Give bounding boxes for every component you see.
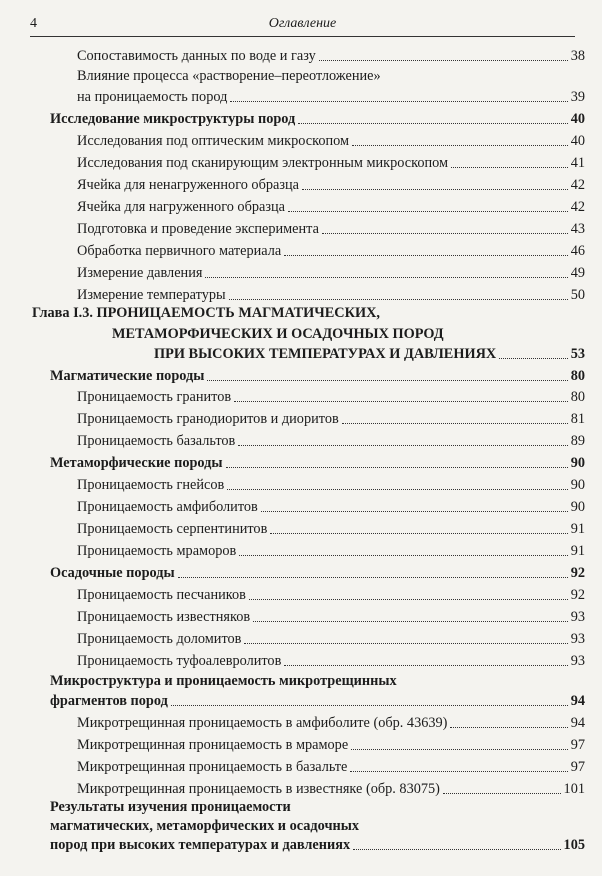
toc-entry-page: 94 — [570, 715, 585, 731]
leader-dots — [284, 255, 567, 256]
toc-entry-page: 93 — [570, 631, 585, 647]
leader-dots — [261, 511, 568, 512]
toc-entry-title: Ячейка для нагруженного образца — [77, 199, 285, 215]
toc-entry-title: Проницаемость гнейсов — [77, 477, 225, 493]
leader-dots — [298, 123, 567, 124]
toc-entry-page: 39 — [570, 89, 585, 105]
toc-entry — [77, 284, 585, 304]
toc-entry-page: 38 — [570, 48, 585, 64]
toc-entry-title: фрагментов пород — [50, 693, 168, 709]
toc-entry — [77, 712, 585, 732]
toc-entry — [77, 152, 585, 172]
leader-dots — [249, 599, 568, 600]
toc-entry-title: Микротрещинная проницаемость в мраморе — [77, 737, 349, 753]
toc-entry-title: Проницаемость серпентинитов — [77, 521, 268, 537]
toc-entry-title: Метаморфические породы — [50, 455, 223, 471]
toc-section-title-line: Микроструктура и проницаемость микротрещинных — [50, 673, 397, 689]
toc-entry-title: Проницаемость песчаников — [77, 587, 246, 603]
toc-entry-title: Обработка первичного материала — [77, 243, 282, 259]
toc-entry-title: Ячейка для ненагруженного образца — [77, 177, 299, 193]
leader-dots — [353, 849, 560, 850]
toc-entry-page: 90 — [570, 499, 585, 515]
leader-dots — [450, 727, 567, 728]
toc-entry-title: Проницаемость амфиболитов — [77, 499, 258, 515]
leader-dots — [342, 423, 568, 424]
toc-entry-title: Микротрещинная проницаемость в базальте — [77, 759, 348, 775]
toc-entry — [77, 496, 585, 516]
toc-entry — [77, 584, 585, 604]
toc-entry-page: 94 — [570, 693, 585, 709]
toc-section-title-line: магматических, метаморфических и осадочных — [50, 818, 360, 834]
leader-dots — [288, 211, 568, 212]
leader-dots — [351, 749, 568, 750]
leader-dots — [443, 793, 561, 794]
toc-entry-page: 90 — [570, 477, 585, 493]
leader-dots — [499, 358, 567, 359]
toc-entry-page: 80 — [570, 368, 585, 384]
toc-entry — [77, 130, 585, 150]
toc-entry — [77, 734, 585, 754]
leader-dots — [322, 233, 568, 234]
toc-entry-page: 81 — [570, 411, 585, 427]
toc-entry-title: Микротрещинная проницаемость в известняке (обр. 83075) — [77, 781, 440, 797]
toc-section — [50, 834, 585, 854]
toc-entry-title: Сопоставимость данных по воде и газу — [77, 48, 316, 64]
toc-entry — [77, 518, 585, 538]
toc-entry — [77, 540, 585, 560]
leader-dots — [178, 577, 568, 578]
toc-section — [50, 690, 585, 710]
page-header — [30, 10, 575, 37]
toc-entry — [77, 240, 585, 260]
leader-dots — [234, 401, 568, 402]
leader-dots — [253, 621, 568, 622]
toc-entry-title: Проницаемость туфоалевролитов — [77, 653, 282, 669]
leader-dots — [284, 665, 567, 666]
toc-entry — [77, 45, 585, 65]
toc-entry-page: 42 — [570, 177, 585, 193]
toc-entry-title: ПРИ ВЫСОКИХ ТЕМПЕРАТУРАХ И ДАВЛЕНИЯХ — [154, 346, 497, 362]
toc-entry-page: 50 — [570, 287, 585, 303]
leader-dots — [244, 643, 567, 644]
toc-entry-page: 93 — [570, 653, 585, 669]
toc-entry-title: Измерение давления — [77, 265, 203, 281]
toc-section — [50, 365, 585, 385]
toc-entry-title: Проницаемость гранитов — [77, 389, 232, 405]
toc-entry-page: 46 — [570, 243, 585, 259]
leader-dots — [227, 489, 567, 490]
leader-dots — [226, 467, 568, 468]
toc-entry-page: 40 — [570, 133, 585, 149]
toc-entry-page: 91 — [570, 521, 585, 537]
toc-entry-title: Исследования под оптическим микроскопом — [77, 133, 350, 149]
toc-entry-page: 97 — [570, 737, 585, 753]
chapter-title-line: Глава I.3. ПРОНИЦАЕМОСТЬ МАГМАТИЧЕСКИХ, — [32, 305, 381, 321]
toc-entry-page: 80 — [570, 389, 585, 405]
toc-entry — [77, 430, 585, 450]
toc-entry-page: 105 — [563, 837, 585, 853]
toc-entry-page: 91 — [570, 543, 585, 559]
toc-entry-title: Подготовка и проведение эксперимента — [77, 221, 319, 237]
leader-dots — [238, 445, 567, 446]
toc-entry — [77, 386, 585, 406]
toc-entry-page: 42 — [570, 199, 585, 215]
toc-section-title-line: Результаты изучения проницаемости — [50, 799, 291, 815]
toc-entry-page: 101 — [563, 781, 585, 797]
leader-dots — [352, 145, 568, 146]
toc-entry-title: Исследования под сканирующим электронным микроскопом — [77, 155, 449, 171]
toc-entry-title: Измерение температуры — [77, 287, 226, 303]
toc-entry-title: Проницаемость доломитов — [77, 631, 242, 647]
leader-dots — [451, 167, 568, 168]
leader-dots — [205, 277, 567, 278]
leader-dots — [350, 771, 567, 772]
toc-entry-page: 97 — [570, 759, 585, 775]
toc-entry — [77, 778, 585, 798]
toc-entry-page: 40 — [570, 111, 585, 127]
leader-dots — [229, 299, 568, 300]
toc-entry — [77, 218, 585, 238]
toc-entry — [77, 86, 585, 106]
toc-entry-title: Проницаемость известняков — [77, 609, 251, 625]
toc-entry-title: Осадочные породы — [50, 565, 175, 581]
toc-section — [50, 452, 585, 472]
toc-entry-title: Исследование микроструктуры пород — [50, 111, 296, 127]
leader-dots — [230, 101, 567, 102]
toc-entry-page: 89 — [570, 433, 585, 449]
leader-dots — [319, 60, 568, 61]
toc-entry-page: 92 — [570, 587, 585, 603]
leader-dots — [270, 533, 567, 534]
toc-entry-title: пород при высоких температурах и давлениях — [50, 837, 351, 853]
toc-entry-title: Проницаемость базальтов — [77, 433, 236, 449]
toc-entry — [77, 756, 585, 776]
toc-entry — [77, 606, 585, 626]
toc-entry-title-line: Влияние процесса «растворение–переотложение» — [77, 68, 381, 84]
toc-section — [50, 108, 585, 128]
toc-entry — [77, 174, 585, 194]
page-number: 4 — [30, 16, 37, 31]
toc-entry-page: 43 — [570, 221, 585, 237]
leader-dots — [239, 555, 567, 556]
toc-entry — [77, 628, 585, 648]
toc-entry-page: 49 — [570, 265, 585, 281]
toc-entry-title: Магматические породы — [50, 368, 205, 384]
toc-entry-page: 93 — [570, 609, 585, 625]
toc-entry — [77, 196, 585, 216]
toc-entry — [77, 474, 585, 494]
toc-entry — [77, 262, 585, 282]
toc-entry-page: 92 — [570, 565, 585, 581]
leader-dots — [171, 705, 568, 706]
toc-entry-page: 90 — [570, 455, 585, 471]
toc-section — [50, 562, 585, 582]
toc-entry-title: Проницаемость гранодиоритов и диоритов — [77, 411, 339, 427]
toc-entry — [77, 650, 585, 670]
toc-chapter — [154, 343, 585, 363]
toc-entry-title: Проницаемость мраморов — [77, 543, 237, 559]
toc-entry — [77, 408, 585, 428]
toc-entry-title: на проницаемость пород — [77, 89, 228, 105]
toc-entry-page: 53 — [570, 346, 585, 362]
leader-dots — [302, 189, 568, 190]
chapter-title-line: МЕТАМОРФИЧЕСКИХ И ОСАДОЧНЫХ ПОРОД — [112, 326, 444, 342]
leader-dots — [207, 380, 567, 381]
running-title: Оглавление — [268, 16, 337, 31]
toc-entry-page: 41 — [570, 155, 585, 171]
toc-entry-title: Микротрещинная проницаемость в амфиболите (обр. 43639) — [77, 715, 448, 731]
